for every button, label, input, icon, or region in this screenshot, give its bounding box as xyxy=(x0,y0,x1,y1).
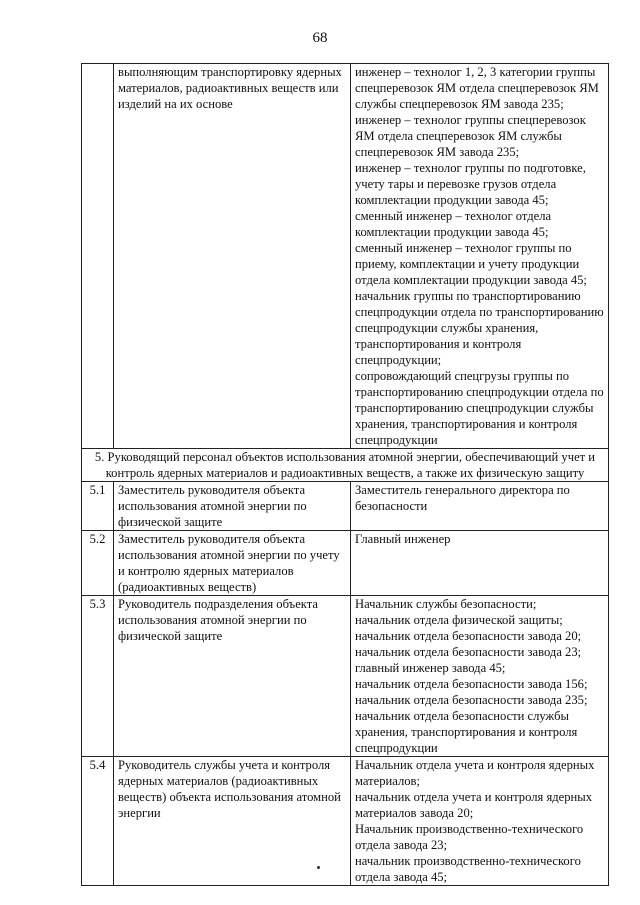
staff-line: начальник отдела физической защиты; xyxy=(355,613,563,627)
staff-line: начальник производственно-технического отдела завода 45; xyxy=(355,854,581,884)
staff-line: начальник отдела учета и контроля ядерных материалов завода 20; xyxy=(355,790,593,820)
staff-line: начальник отдела безопасности завода 235; xyxy=(355,693,588,707)
staff-line: начальник отдела безопасности завода 23; xyxy=(355,645,582,659)
table-row xyxy=(82,596,609,757)
staff-cell xyxy=(351,482,609,531)
row-number: 5.1 xyxy=(82,482,114,531)
staff-line: инженер – технолог группы по подготовке, учету тары и перевозке грузов отдела комплектации продукции завода 45; xyxy=(355,161,586,207)
staff-line: Начальник производственно-технического отдела завода 23; xyxy=(355,822,584,852)
staff-line: начальник группы по транспортированию спецпродукции отдела по транспортированию спецпродукции службы хранения, транспортирования и контроля спецпродукции; xyxy=(355,289,604,367)
staff-line: начальник отдела безопасности завода 20; xyxy=(355,629,582,643)
staff-line: Начальник отдела учета и контроля ядерных материалов; xyxy=(355,758,595,788)
position-cell: Руководитель подразделения объекта использования атомной энергии по физической защите xyxy=(114,596,351,757)
staff-line: начальник отдела безопасности службы хранения, транспортирования и контроля спецпродукции xyxy=(355,709,578,755)
position-cell: Заместитель руководителя объекта использования атомной энергии по учету и контролю ядерных материалов (радиоактивных веществ) xyxy=(114,531,351,596)
staff-line: начальник отдела безопасности завода 156; xyxy=(355,677,588,691)
position-cell: Руководитель службы учета и контроля ядерных материалов (радиоактивных веществ) объекта использования атомной энергии xyxy=(114,757,351,886)
section-header-row xyxy=(82,449,609,482)
position-cell: Заместитель руководителя объекта использования атомной энергии по физической защите xyxy=(114,482,351,531)
section-title: 5. Руководящий персонал объектов использования атомной энергии, обеспечивающий учет и контроль ядерных материалов и радиоактивных веществ, а также их физическую защиту xyxy=(82,449,609,482)
staff-line: инженер – технолог 1, 2, 3 категории группы спецперевозок ЯМ отдела спецперевозок ЯМ службы спецперевозок ЯМ завода 235; xyxy=(355,65,599,111)
staff-cell xyxy=(351,64,609,449)
staff-line: Главный инженер xyxy=(355,532,451,546)
staff-line: главный инженер завода 45; xyxy=(355,661,506,675)
row-number: 5.3 xyxy=(82,596,114,757)
table-row xyxy=(82,64,609,449)
row-number-cell xyxy=(82,64,114,449)
row-number: 5.4 xyxy=(82,757,114,886)
table-row xyxy=(82,531,609,596)
staff-line: сопровождающий спецгрузы группы по транспортированию спецпродукции отдела по транспортированию спецпродукции службы хранения, транспортирования и контроля спецпродукции xyxy=(355,369,604,447)
staff-line: сменный инженер – технолог отдела комплектации продукции завода 45; xyxy=(355,209,552,239)
table-row xyxy=(82,482,609,531)
row-number: 5.2 xyxy=(82,531,114,596)
staff-cell xyxy=(351,531,609,596)
staff-cell xyxy=(351,596,609,757)
staff-line: Начальник службы безопасности; xyxy=(355,597,537,611)
staff-cell xyxy=(351,757,609,886)
positions-table xyxy=(81,63,609,886)
page-number: 68 xyxy=(312,30,328,46)
staff-line: Заместитель генерального директора по безопасности xyxy=(355,483,570,513)
stray-mark xyxy=(317,866,320,869)
position-cell: выполняющим транспортировку ядерных материалов, радиоактивных веществ или изделий на их основе xyxy=(114,64,351,449)
staff-line: сменный инженер – технолог группы по приему, комплектации и учету продукции отдела комплектации продукции завода 45; xyxy=(355,241,587,287)
table-row xyxy=(82,757,609,886)
staff-line: инженер – технолог группы спецперевозок ЯМ отдела спецперевозок ЯМ службы спецперевозок ЯМ завода 235; xyxy=(355,113,586,159)
